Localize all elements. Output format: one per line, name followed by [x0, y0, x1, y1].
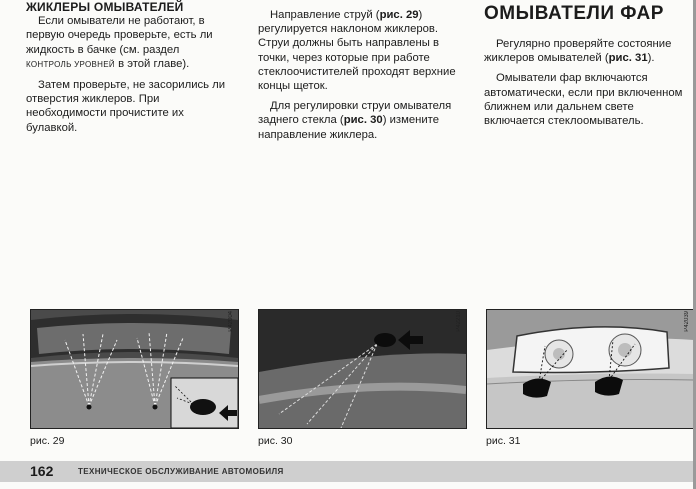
figure-ref-29: рис. 29	[379, 9, 419, 21]
column-headlamp-washers	[484, 0, 684, 128]
paragraph-rear-washer: Для регулировки струи омывателя заднего стекла (рис. 30) измените направление жиклера.	[258, 100, 452, 141]
figure-caption-31: рис. 31	[486, 435, 521, 447]
column-washer-jets	[26, 0, 226, 135]
page-footer	[0, 461, 696, 482]
figure-caption-29: рис. 29	[30, 435, 65, 447]
figure-ref-30: рис. 30	[343, 114, 383, 127]
windscreen-illustration	[31, 310, 238, 428]
paragraph-check-reservoir: Если омыватели не работают, в первую очередь проверьте, есть ли жидкость в бачке (см. раздел КОНТРОЛЬ УРОВНЕЙ в этой главе).	[26, 15, 213, 70]
cross-reference-levels: КОНТРОЛЬ УРОВНЕЙ	[26, 59, 115, 69]
column-jet-direction	[258, 0, 460, 142]
figure-headlamp-washers	[486, 309, 695, 429]
paragraph-auto-activation: Омыватели фар включаются автоматически, если при включенном ближнем или дальнем свете включается стеклоомыватель.	[484, 72, 683, 128]
section-heading-headlamp-washers: ОМЫВАТЕЛИ ФАР	[484, 3, 664, 24]
headlamp-illustration	[487, 310, 694, 428]
page-number: 162	[30, 463, 54, 479]
figure-rear-washer	[258, 309, 467, 429]
rear-window-illustration	[259, 310, 466, 428]
figure-code-31: P42039	[684, 311, 690, 332]
paragraph-clean-nozzles: Затем проверьте, не засорились ли отверстия жиклеров. При необходимости прочистите их булавкой.	[26, 79, 226, 134]
paragraph-jet-adjustment: Направление струй (рис. 29) регулируется наклоном жиклеров. Струи должны быть направлены в точки, через которые при работе стеклоочистителей проходят верхние концы щеток.	[258, 9, 456, 93]
figure-ref-31: рис. 31	[608, 52, 648, 65]
figure-code-30: P42210	[456, 311, 462, 332]
paragraph-check-jets: Регулярно проверяйте состояние жиклеров омывателей (рис. 31).	[484, 38, 672, 65]
section-heading-washer-jets: ЖИКЛЕРЫ ОМЫВАТЕЛЕЙ	[26, 0, 184, 14]
figure-code-29: P42004	[228, 311, 234, 332]
figure-caption-30: рис. 30	[258, 435, 293, 447]
figure-windscreen-jets	[30, 309, 239, 429]
footer-title: ТЕХНИЧЕСКОЕ ОБСЛУЖИВАНИЕ АВТОМОБИЛЯ	[78, 467, 284, 476]
